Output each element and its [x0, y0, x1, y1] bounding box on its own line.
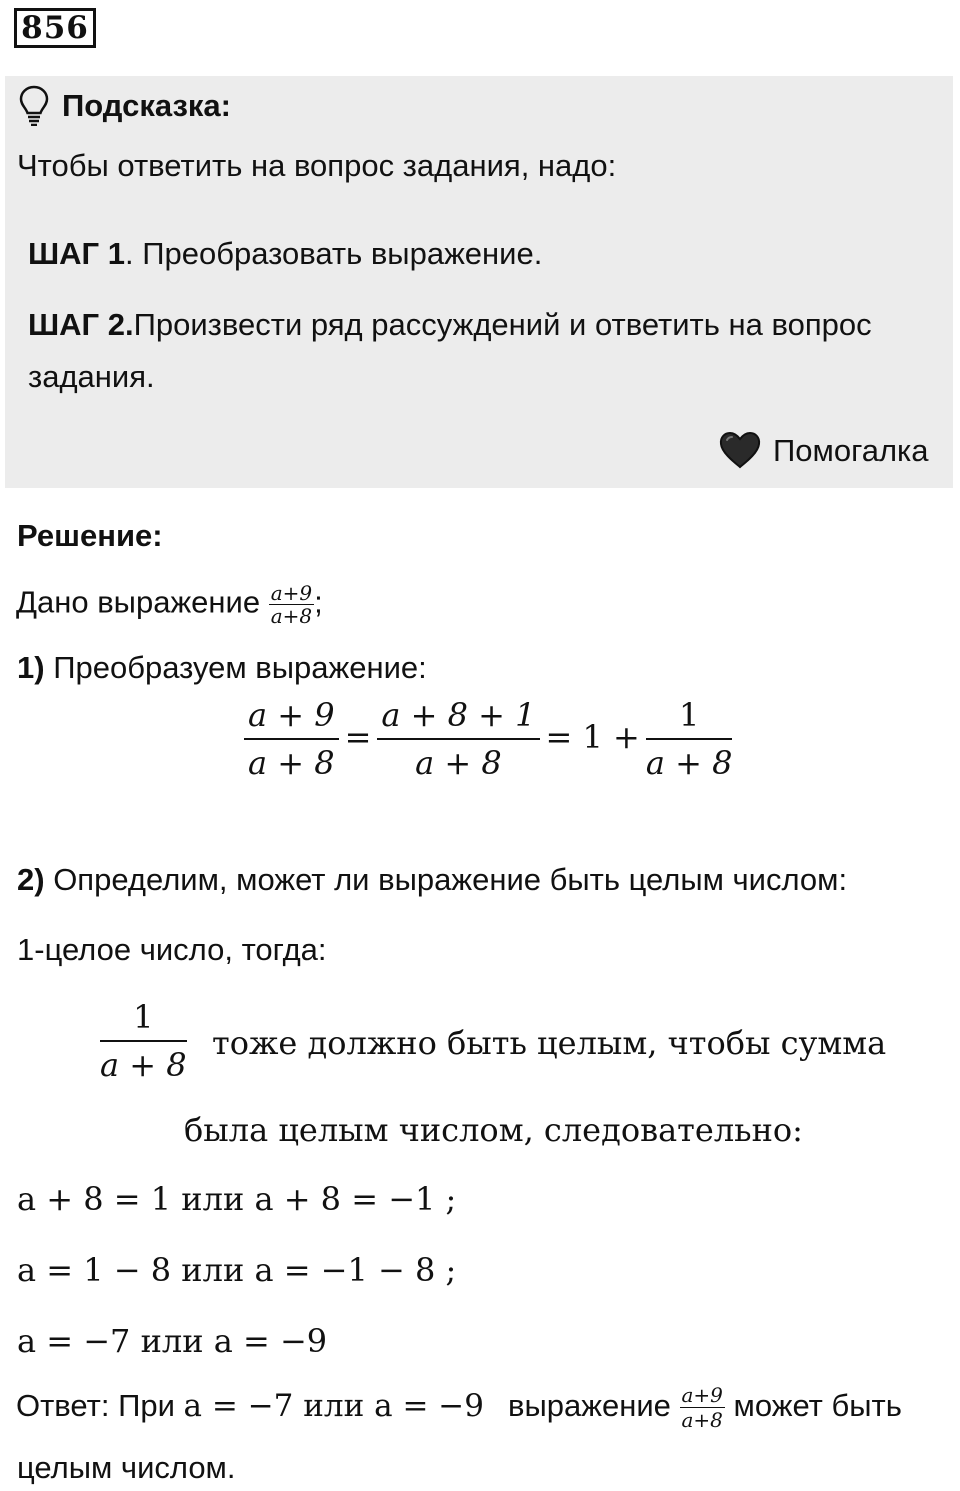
eq-fraction-2 [377, 692, 539, 786]
eq-fraction-1-den: a + 8 [248, 744, 335, 782]
step-1-line [17, 648, 427, 688]
hint-box [5, 76, 953, 488]
answer-denominator: a+8 [681, 1408, 723, 1433]
given-tail: ; [314, 584, 323, 620]
eq-fraction-3-num: 1 [646, 692, 733, 740]
step-1-number: 1) [17, 650, 45, 685]
hint-intro: Чтобы ответить на вопрос задания, надо: [17, 148, 617, 183]
answer-line-2: целым числом. [17, 1450, 236, 1485]
eq-sign-1: = [344, 717, 372, 756]
given-line [16, 582, 323, 627]
eq-fraction-2-den: a + 8 [415, 744, 502, 782]
answer-line [16, 1374, 902, 1438]
reason-fraction [100, 994, 187, 1088]
hint-step-2 [28, 305, 872, 345]
eq-fraction-2-num: a + 8 + 1 [377, 692, 539, 740]
step-1-text: . Преобразовать выражение. [124, 236, 543, 271]
hint-title: Подсказка: [62, 88, 231, 123]
problem-number: 856 [14, 8, 96, 48]
step-2-text: Произвести ряд рассуждений и ответить на вопрос [133, 307, 872, 342]
reason-fraction-den: a + 8 [100, 1046, 187, 1084]
eq-sign-2: = 1 + [545, 717, 640, 756]
eq-fraction-3 [646, 692, 733, 786]
eq-fraction-1-num: a + 9 [244, 692, 339, 740]
given-numerator: a+9 [270, 581, 313, 605]
case-1: a + 8 = 1 или a + 8 = −1 ; [17, 1180, 457, 1218]
hint-step-2-cont: задания. [28, 359, 155, 394]
given-text: Дано выражение [16, 584, 261, 620]
step-2-label: ШАГ 2. [28, 307, 134, 342]
lightbulb-icon [18, 84, 50, 126]
step-2-number: 2) [17, 862, 45, 897]
step-2-line [17, 860, 847, 900]
reason-line-1: тоже должно быть целым, чтобы сумма [212, 1024, 887, 1062]
reason-fraction-num: 1 [100, 994, 187, 1042]
answer-math: a = −7 или a = −9 [183, 1388, 484, 1424]
case-2: a = 1 − 8 или a = −1 − 8 ; [17, 1251, 457, 1289]
answer-mid: выражение [507, 1388, 671, 1423]
eq-fraction-1 [244, 692, 339, 786]
solution-title: Решение: [17, 518, 163, 553]
answer-prefix: Ответ: При [16, 1388, 184, 1423]
answer-numerator: a+9 [681, 1383, 723, 1408]
given-fraction [269, 582, 314, 627]
case-3: a = −7 или a = −9 [17, 1322, 328, 1360]
brand-label: Помогалка [773, 433, 929, 468]
integer-line: 1-целое число, тогда: [17, 932, 327, 967]
heart-icon [718, 430, 762, 470]
step-2-description: Определим, может ли выражение быть целым числом: [44, 862, 848, 897]
hint-step-1 [28, 234, 542, 274]
answer-fraction [680, 1383, 725, 1432]
eq-fraction-3-den: a + 8 [645, 744, 733, 782]
step-1-description: Преобразуем выражение: [44, 650, 427, 685]
answer-tail: может быть [733, 1388, 902, 1423]
given-denominator: a+8 [270, 604, 313, 628]
reason-fraction-body [100, 994, 187, 1088]
step-1-label: ШАГ 1 [28, 236, 125, 271]
transform-equation [244, 692, 732, 786]
reason-line-2: была целым числом, следовательно: [184, 1111, 803, 1149]
